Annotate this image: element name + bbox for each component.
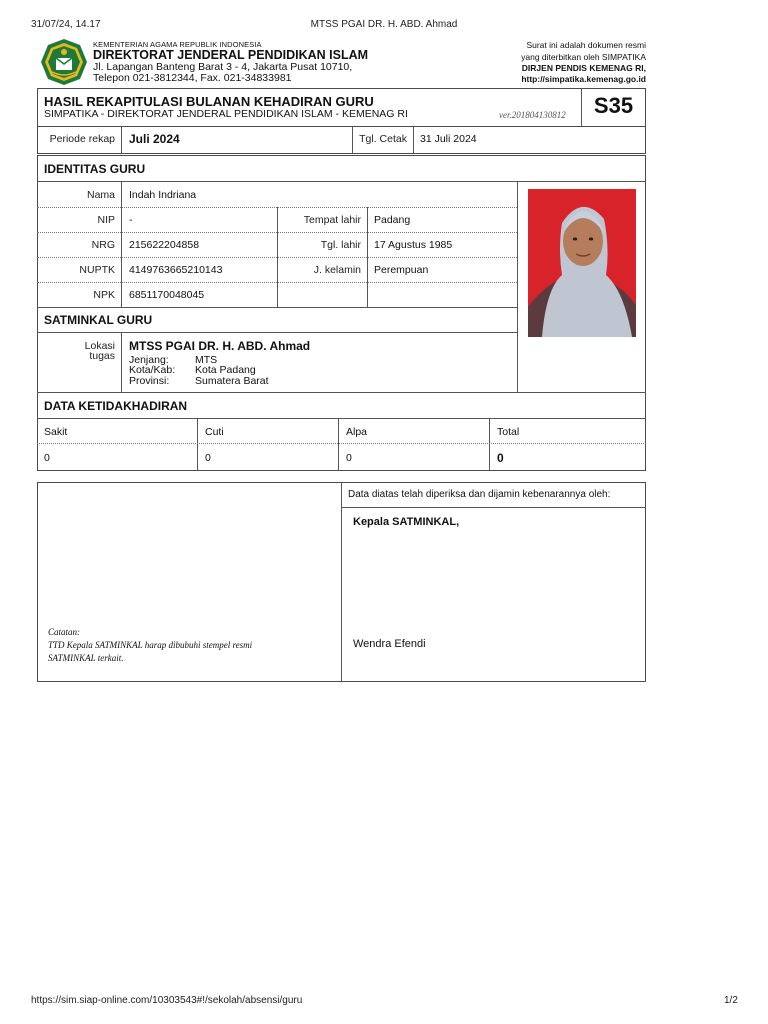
directorate-phone: Telepon 021-3812344, Fax. 021-34833981 xyxy=(93,72,292,84)
kemenag-logo-icon xyxy=(40,38,88,86)
birthdate-label: Tgl. lahir xyxy=(320,239,361,251)
note-line1: TTD Kepala SATMINKAL harap dibubuhi stempel resmi xyxy=(48,640,253,650)
gender-label: J. kelamin xyxy=(313,264,361,276)
print-url: https://sim.siap-online.com/10303543#!/sekolah/absensi/guru xyxy=(31,995,303,1006)
official-doc-line1: Surat ini adalah dokumen resmi xyxy=(526,40,646,50)
verification-text: Data diatas telah diperiksa dan dijamin kebenarannya oleh: xyxy=(348,489,611,500)
nip-value: - xyxy=(129,214,133,226)
city-value: Kota Padang xyxy=(195,364,256,376)
absence-value-sick: 0 xyxy=(44,452,50,464)
npk-value: 6851170048045 xyxy=(129,289,205,301)
province-value: Sumatera Barat xyxy=(195,375,269,387)
report-code: S35 xyxy=(593,93,634,118)
npk-label: NPK xyxy=(93,289,115,301)
birthdate-value: 17 Agustus 1985 xyxy=(374,239,453,251)
absence-value-total: 0 xyxy=(497,451,504,465)
print-page-number: 1/2 xyxy=(724,995,738,1006)
nuptk-label: NUPTK xyxy=(79,264,115,276)
print-date-value: 31 Juli 2024 xyxy=(420,133,477,145)
name-label: Nama xyxy=(86,189,115,201)
absence-value-leave: 0 xyxy=(205,452,211,464)
report-subtitle: SIMPATIKA - DIREKTORAT JENDERAL PENDIDIKAN ISLAM - KEMENAG RI xyxy=(44,108,408,120)
head-title: Kepala SATMINKAL, xyxy=(353,516,460,528)
level-label: Jenjang: xyxy=(129,354,169,366)
absence-header-total: Total xyxy=(497,426,520,438)
report-version: ver.201804130812 xyxy=(499,110,566,120)
nrg-value: 215622204858 xyxy=(129,239,200,251)
print-date-label: Tgl. Cetak xyxy=(359,133,407,145)
ministry-name: KEMENTERIAN AGAMA REPUBLIK INDONESIA xyxy=(93,40,262,49)
absence-header-absent: Alpa xyxy=(346,426,368,438)
nrg-label: NRG xyxy=(91,239,115,251)
official-doc-line2: yang diterbitkan oleh SIMPATIKA xyxy=(521,52,646,62)
satminkal-section-title: SATMINKAL GURU xyxy=(44,313,153,327)
city-label: Kota/Kab: xyxy=(129,364,176,376)
simpatika-url: http://simpatika.kemenag.go.id xyxy=(521,74,646,84)
identity-section-title: IDENTITAS GURU xyxy=(44,162,146,176)
period-value: Juli 2024 xyxy=(129,132,180,146)
period-label: Periode rekap xyxy=(49,133,115,145)
absence-section-title: DATA KETIDAKHADIRAN xyxy=(44,399,188,413)
note-title: Catatan: xyxy=(48,627,81,637)
name-value: Indah Indriana xyxy=(129,189,197,201)
absence-header-leave: Cuti xyxy=(205,426,224,438)
note-line2: SATMINKAL terkait. xyxy=(48,653,124,663)
official-doc-line3: DIRJEN PENDIS KEMENAG RI, xyxy=(521,63,646,73)
nuptk-value: 4149763665210143 xyxy=(129,264,223,276)
nip-label: NIP xyxy=(97,214,115,226)
school-name: MTSS PGAI DR. H. ABD. Ahmad xyxy=(129,339,311,353)
birthplace-value: Padang xyxy=(374,214,411,226)
level-value: MTS xyxy=(195,354,218,366)
head-name: Wendra Efendi xyxy=(353,638,426,650)
teacher-photo xyxy=(528,189,636,337)
location-label-1: Lokasi xyxy=(84,340,115,352)
absence-value-absent: 0 xyxy=(346,452,352,464)
birthplace-label: Tempat lahir xyxy=(303,214,361,226)
gender-value: Perempuan xyxy=(374,264,429,276)
location-label-2: tugas xyxy=(89,350,115,362)
report-title: HASIL REKAPITULASI BULANAN KEHADIRAN GURU xyxy=(44,94,374,109)
directorate-address: Jl. Lapangan Banteng Barat 3 - 4, Jakarta Pusat 10710, xyxy=(93,61,353,73)
absence-header-sick: Sakit xyxy=(44,426,68,438)
province-label: Provinsi: xyxy=(129,375,170,387)
directorate-name: DIREKTORAT JENDERAL PENDIDIKAN ISLAM xyxy=(93,48,369,62)
print-datetime: 31/07/24, 14.17 xyxy=(31,19,101,30)
print-page-title: MTSS PGAI DR. H. ABD. Ahmad xyxy=(310,19,458,30)
